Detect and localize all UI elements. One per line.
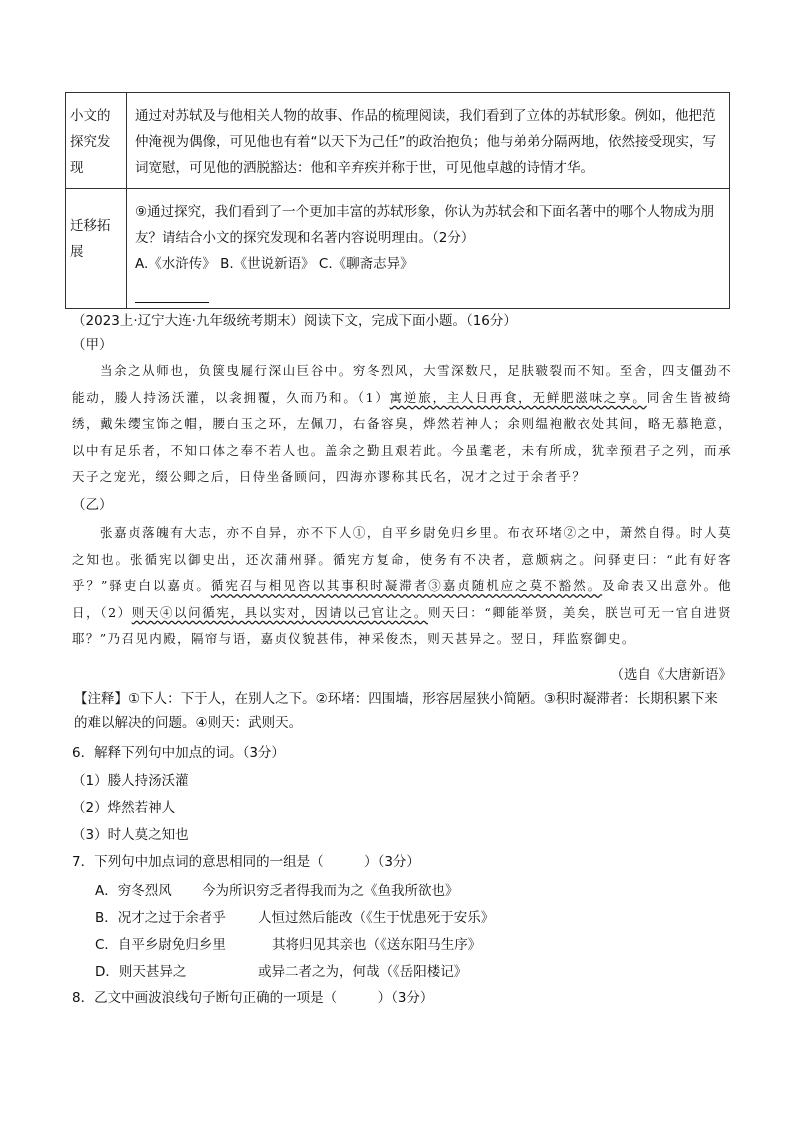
yi-text-2: 及命表又出意外。他日，（2） [72, 578, 732, 620]
question-9: ⑨通过探究，我们看到了一个更加丰富的苏轼形象，你认为苏轼会和下面名著中的哪个人物成为朋友？请结合小文的探究发现和名著内容说明理由。（2分） [135, 204, 715, 246]
question-6-title: 6．解释下列句中加点的词。（3分） [72, 745, 285, 761]
question-7-option-c[interactable] [95, 933, 482, 953]
discovery-text: 通过对苏轼及与他相关人物的故事、作品的梳理阅读，我们看到了立体的苏轼形象。例如，他把范仲淹视为偶像，可见他也有着“以天下为己任”的政治抱负；他与弟弟分隔两地，依然接受现实，写词宽慰，可见他的洒脱豁达：他和辛弃疾并称于世，可见他卓越的诗情才华。 [127, 93, 730, 189]
exploration-table [65, 92, 730, 309]
yi-wavy-sentence-2: 则天④以问循宪，具以实对，因请以己官让之。 [131, 604, 428, 620]
jia-text-1: 当余之从师也，负箧曳屣行深山巨谷中。穷冬烈风，大雪深数尺，足肤皲裂而不知。至舍，四支僵劲不能动，媵人持汤沃灌，以衾拥覆，久而乃和。（1） [72, 363, 732, 405]
answer-blank[interactable] [135, 284, 209, 303]
option-d-left: D．则天甚异之 [95, 964, 187, 980]
option-c-left: C．自平乡尉免归乡里 [95, 937, 226, 953]
yi-wavy-sentence-1: 循宪召与相见咨以其事积时凝滞者③嘉贞随机应之莫不豁然。 [210, 578, 603, 593]
question-6-item-2: （2）烨然若神人 [72, 800, 176, 816]
extension-cell [127, 189, 730, 309]
row-header-extension: 迁移拓展 [66, 189, 127, 309]
passage-jia [72, 358, 732, 491]
question-7-title: 7．下列句中加点词的意思相同的一组是（ ）（3分） [72, 854, 420, 870]
option-a-left: A．穷冬烈风 [95, 883, 172, 899]
option-b-left: B．况才之过于余者乎 [95, 910, 226, 926]
question-7-option-a[interactable] [95, 879, 459, 899]
table-row [66, 93, 730, 189]
jia-wavy-sentence: 寓逆旅，主人日再食，无鲜肥滋味之享。 [389, 389, 647, 405]
row-header-discovery: 小文的探究发现 [66, 93, 127, 189]
question-8-title: 8．乙文中画波浪线句子断句正确的一项是（ ）（3分） [72, 990, 434, 1006]
option-b-right: 人恒过然后能改（《生于忧患死于安乐》 [258, 910, 495, 926]
section-jia-label: （甲） [72, 337, 113, 353]
option-d-right: 或异二者之为，何哉（《岳阳楼记》 [258, 964, 468, 980]
option-c-right: 其将归见其亲也（《送东阳马生序》 [272, 937, 482, 953]
table-row [66, 189, 730, 309]
question-6-item-3: （3）时人莫之知也 [72, 827, 189, 843]
question-6-item-1: （1）媵人持汤沃灌 [72, 773, 189, 789]
option-a-right: 今为所识穷乏者得我而为之《鱼我所欲也》 [202, 883, 459, 899]
passage-intro: （2023上·辽宁大连·九年级统考期末）阅读下文，完成下面小题。（16分） [72, 313, 517, 329]
jia-text-2: 同舍生皆被绮绣，戴朱缨宝饰之帽，腰白玉之环，左佩刀，右备容臭，烨然若神人；余则缊袍敝衣处其间，略无慕艳意，以中有足乐者，不知口体之奉不若人也。盖余之勤且艰若此。今虽耄老，未有所成，犹幸预君子之列，而承天子之宠光，缀公卿之后，日侍坐备顾问，四海亦谬称其氏名，况才之过于余者乎？ [72, 389, 733, 484]
yi-text-3: 则天曰：“卿能举贤，美矣，朕岂可无一官自进贤耶？”乃召见内殿，隔帘与语，嘉贞仪貌甚伟，神采俊杰，则天甚异之。翌日，拜监察御史。 [72, 604, 732, 646]
question-7-option-d[interactable] [95, 960, 468, 980]
question-9-options: A.《水浒传》 B.《世说新语》 C.《聊斋志异》 [135, 256, 414, 272]
passage-yi [72, 520, 732, 653]
question-7-option-b[interactable] [95, 906, 495, 926]
annotations: 【注释】①下人：下于人，在别人之下。②环堵：四围墙，形容居屋狭小简陋。③积时凝滞者：长期积累下来的难以解决的问题。④则天：武则天。 [74, 691, 718, 731]
yi-text-1: 张嘉贞落魄有大志，亦不自异，亦不下人①，自平乡尉免归乡里。布衣环堵②之中，萧然自得。时人莫之知也。张循宪以御史出，还次蒲州驿。循宪方复命，使务有不决者，意颇病之。问驿吏曰：“此有好客乎？”驿吏白以嘉贞。 [72, 525, 732, 593]
section-yi-label: （乙） [72, 497, 113, 513]
source-citation: （选自《大唐新语》 [610, 667, 732, 683]
